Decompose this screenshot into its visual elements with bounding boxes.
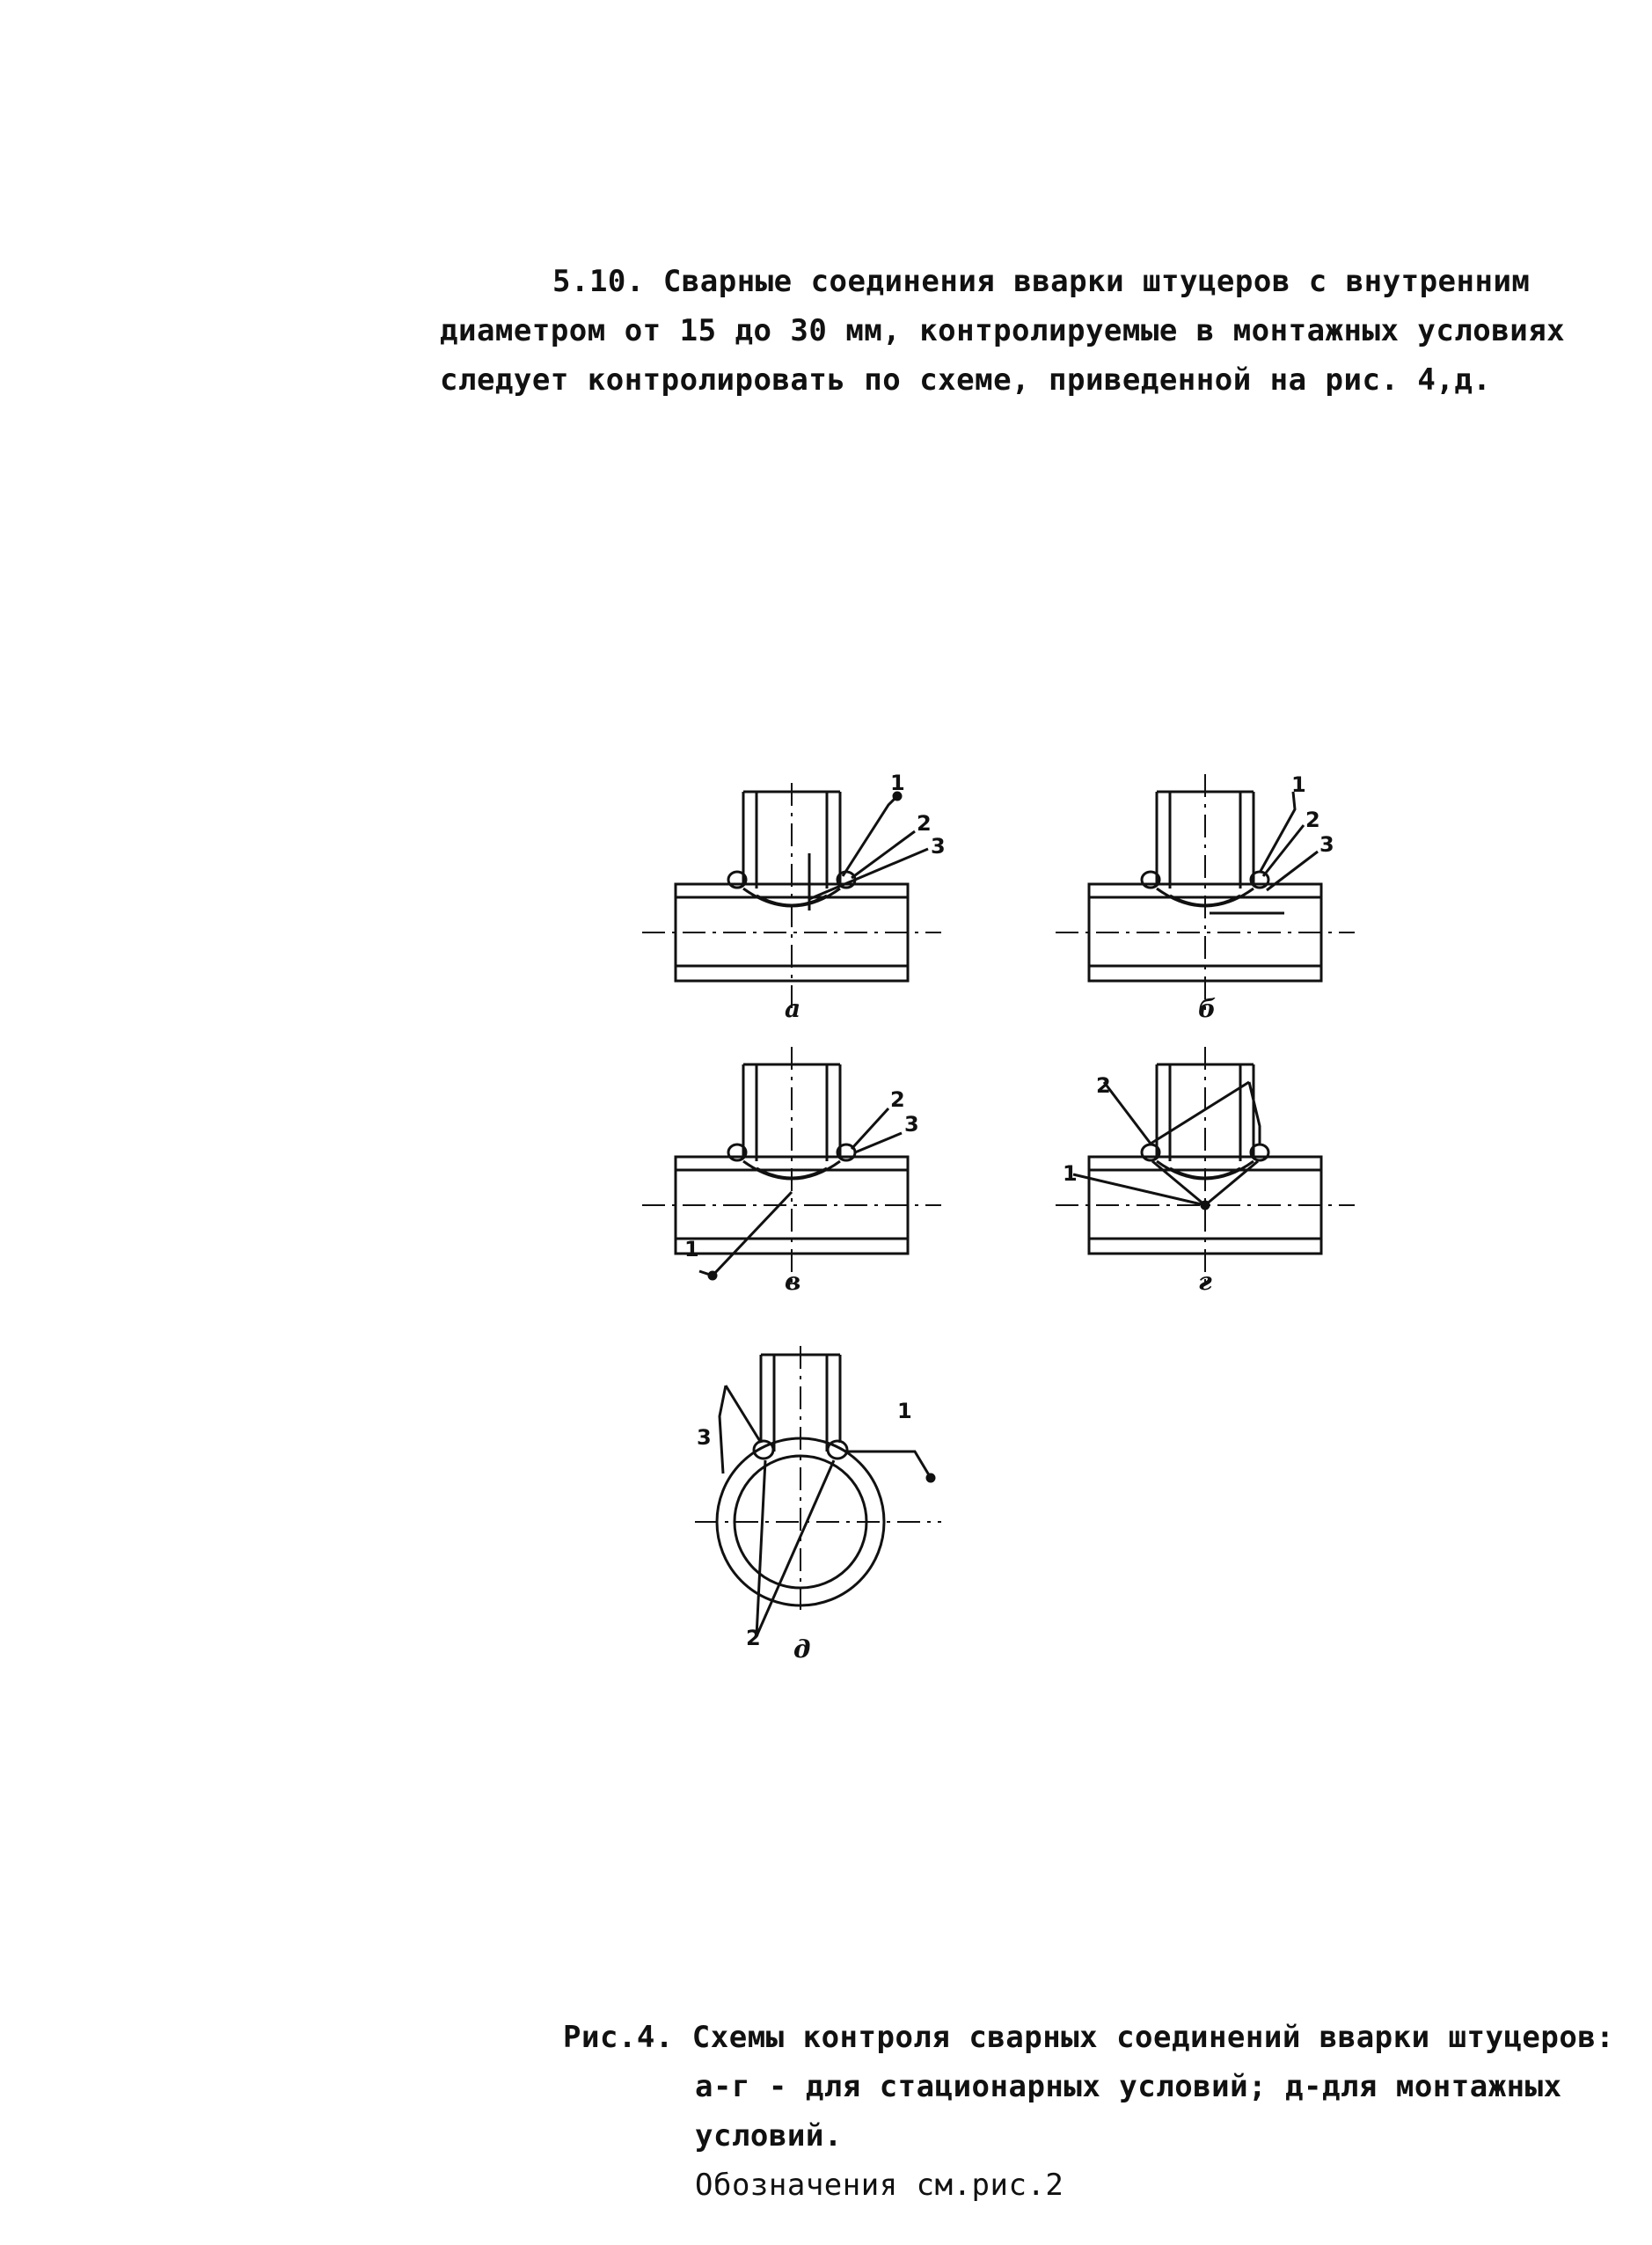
label-num-1-b: 1	[1291, 772, 1306, 797]
leader-2-g	[1104, 1082, 1151, 1144]
leader-dot-1-v	[709, 1272, 716, 1279]
caption-line-3: условий.	[695, 2118, 843, 2154]
label-num-1-v: 1	[684, 1237, 699, 1261]
leader-1-d	[846, 1452, 931, 1478]
caption-line-4: Обозначения см.рис.2	[695, 2168, 1064, 2203]
label-num-2-b: 2	[1305, 808, 1320, 832]
label-num-3-v: 3	[904, 1112, 919, 1137]
label-num-1-g: 1	[1063, 1161, 1078, 1186]
label-num-3-a: 3	[931, 834, 946, 859]
label-num-2-g: 2	[1096, 1073, 1111, 1098]
leader-2-a	[852, 831, 915, 878]
label-d: д	[793, 1634, 811, 1664]
label-num-1-a: 1	[890, 771, 905, 795]
diagram-d	[695, 1346, 941, 1636]
leader-3-d	[720, 1386, 726, 1474]
label-v: в	[785, 1267, 801, 1296]
label-a: а	[785, 994, 801, 1023]
label-num-1-d: 1	[897, 1399, 912, 1423]
figure-caption	[563, 2013, 1636, 2210]
paragraph-line-3: следует контролировать по схеме, приведенной на рис. 4,д.	[440, 362, 1492, 398]
label-g: г	[1198, 1267, 1212, 1296]
label-b: б	[1198, 994, 1217, 1023]
leader-dot-1-d	[927, 1474, 934, 1481]
paragraph-line-2: диаметром от 15 до 30 мм, контролируемые в монтажных условиях	[440, 313, 1566, 348]
paragraph-line-1: 5.10. Сварные соединения вварки штуцеров с внутренним	[552, 264, 1531, 299]
caption-line-2: а-г - для стационарных условий; д-для монтажных	[695, 2069, 1562, 2104]
label-num-2-d: 2	[746, 1626, 761, 1650]
leader-2b-d	[757, 1460, 834, 1636]
label-num-2-v: 2	[890, 1087, 905, 1112]
caption-line-1: Рис.4. Схемы контроля сварных соединений вварки штуцеров:	[563, 2020, 1615, 2055]
leader-2b-g	[1151, 1082, 1249, 1144]
leader-1c-g	[1205, 1161, 1258, 1205]
leader-2-v	[852, 1108, 888, 1149]
leader-dot-1-g	[1202, 1202, 1209, 1209]
diagram-a	[642, 783, 941, 1012]
label-num-3-d: 3	[697, 1425, 712, 1450]
leader-2-b	[1263, 825, 1304, 876]
label-num-3-b: 3	[1319, 832, 1334, 857]
label-num-2-a: 2	[917, 811, 932, 836]
leader-3b-d	[726, 1386, 761, 1443]
leader-2-d	[757, 1460, 765, 1636]
figure-4-diagrams	[616, 757, 1390, 1689]
paragraph-5-10	[440, 257, 1601, 405]
